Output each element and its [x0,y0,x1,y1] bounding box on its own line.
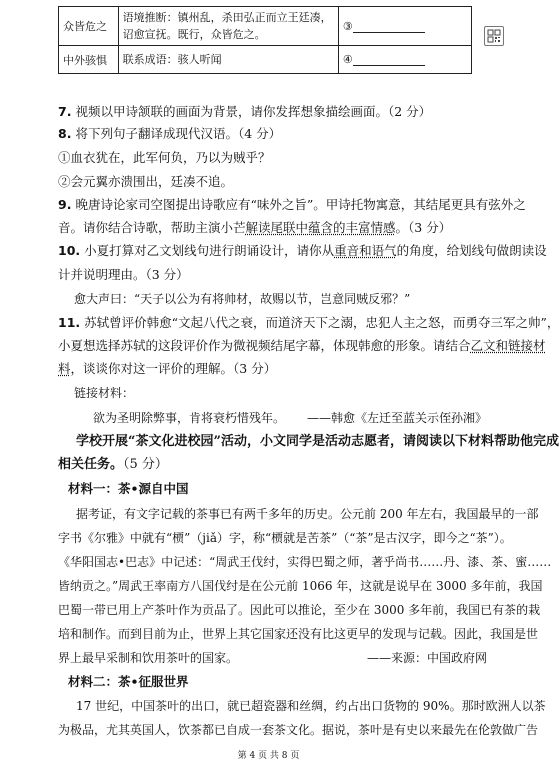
answer-blank[interactable] [353,20,425,33]
question-11-line-2: 小夏想选择苏轼的这段评价作为微视频结尾字幕，体现韩愈的形象。请结合乙文和链接材 [58,338,546,353]
table-cell-term: 众皆危之 [59,7,119,46]
question-10-line-2: 计并说明理由。（3 分） [58,267,189,282]
material-2-line: 17 世纪，中国茶叶的出口，就已超瓷器和丝绸，约占出口货物的 90%。那时欧洲人以茶 [76,699,546,713]
link-source: ——韩愈《左迁至蓝关示侄孙湘》 [306,411,487,425]
material-1-line: 界上最早采制和饮用茶叶的国家。 [58,651,239,665]
answer-number: ④ [342,53,353,66]
question-11: 11. 苏轼曾评价韩愈“文起八代之衰，而道济天下之溺，忠犯人主之怒，而勇夺三军之帅”， [58,315,559,330]
question-11-line-3: 料，谈谈你对这一评价的理解。（3 分） [58,361,277,376]
material-1-line: 培和制作。而到目前为止，世界上其它国家还没有比这更早的发现与记载。因此，我国是世 [58,627,539,641]
answer-cell [338,7,471,46]
table-cell-method [118,7,338,46]
page-footer: 第 4 页 共 8 页 [237,751,300,761]
material-1-title: 材料一：茶•源自中国 [68,481,189,496]
vocab-table [58,6,472,74]
material-2-title: 材料二：茶•征服世界 [68,674,189,689]
question-7: 7. 视频以甲诗颔联的画面为背景，请你发挥想象描绘画面。（2 分） [58,104,432,119]
link-label: 链接材料： [74,386,135,400]
question-8: 8. 将下列句子翻译成现代汉语。（4 分） [58,126,282,141]
material-1-line: 据考证，有文字记载的茶事已有两千多年的历史。公元前 200 年左右，我国最早的一部 [76,507,539,521]
cell-line: 语境推断：镇州乱，杀田弘正而立王廷凑， [122,11,332,24]
task-heading-line-2: 相关任务。（5 分） [58,457,168,472]
material-1-line: 《华阳国志•巴志》中记述：“周武王伐纣，实得巴蜀之师，著乎尚书……丹、漆、茶、蜜…… [58,555,552,569]
answer-number: ③ [342,19,353,33]
sentence-2: ②会元翼亦溃围出，廷凑不追。 [58,174,234,189]
table-cell-term: 中外骇惧 [59,46,119,74]
sentence-1: ①血衣犹在，此军何负，乃以为贼乎？ [58,150,271,165]
cell-line: 诏愈宣抚。既行，众皆危之。 [122,28,266,41]
answer-blank[interactable] [353,53,425,66]
material-1-line: 字书《尔雅》中就有“槚”（jiǎ）字，称“槚就是苦茶”（“茶”是古汉字，即今之“茶”）。 [58,531,512,545]
task-heading: 学校开展“茶文化进校园”活动，小文同学是活动志愿者，请阅读以下材料帮助他完成 [76,434,559,449]
question-9: 9. 晚唐诗论家司空图提出诗歌应有“味外之旨”。甲诗托物寓意，其结尾更具有弦外之 [58,197,526,212]
question-9-line-2: 音。请你结合诗歌，帮助主演小芒解读尾联中蕴含的丰富情感。（3 分） [58,220,452,235]
material-1-line: 皆纳贡之。”周武王率南方八国伐纣是在公元前 1066 年，这就是说早在 3000 多年前，我国 [58,579,543,593]
material-1-line: 巴蜀一带已用上产茶叶作为贡品了。因此可以推论，至少在 3000 多年前，我国已有茶的栽 [58,603,541,617]
table-cell-method: 联系成语：骇人听闻 [118,46,338,74]
answer-cell [338,46,471,74]
link-poem: 欲为圣明除弊事，肯将衰朽惜残年。 [93,411,286,425]
material-1-source: ——来源：中国政府网 [366,651,487,665]
question-10: 10. 小夏打算对乙文划线句进行朗诵设计，请你从重音和语气的角度，给划线句做朗读设 [58,243,547,258]
qr-code-icon[interactable] [484,26,504,46]
quote-sentence: 愈大声曰：“天子以公为有将帅材，故赐以节，岂意同贼反邪？” [74,292,411,306]
table-row [59,7,472,46]
material-2-line: 为极品，尤其英国人，饮茶都已自成一套茶文化。据说，茶叶是有史以来最先在伦敦做广告 [58,723,539,737]
table-row [59,46,472,74]
